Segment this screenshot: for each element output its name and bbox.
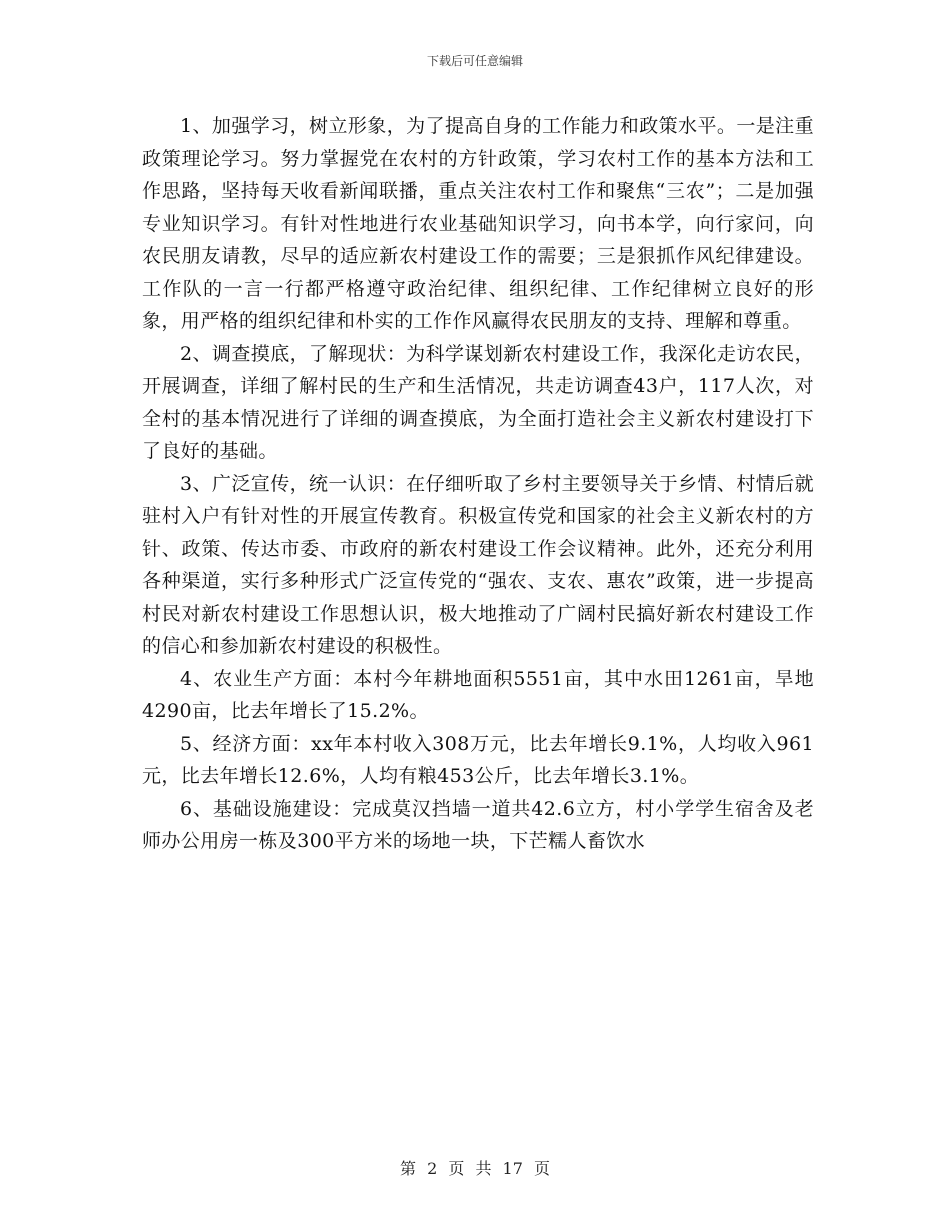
page-number: 第 2 页 共 17 页 (400, 1159, 550, 1178)
document-body (142, 110, 814, 858)
paragraph-agriculture: 4、农业生产方面：本村今年耕地面积5551亩，其中水田1261亩，旱地4290亩，比去年增长了15.2%。 (142, 667, 814, 722)
paragraph-survey: 2、调查摸底，了解现状：为科学谋划新农村建设工作，我深化走访农民，开展调查，详细了解村民的生产和生活情况，共走访调查43户，117人次，对全村的基本情况进行了详细的调查摸底，为全面打造社会主义新农村建设打下了良好的基础。 (142, 342, 814, 462)
paragraph-study: 1、加强学习，树立形象，为了提高自身的工作能力和政策水平。一是注重政策理论学习。努力掌握党在农村的方针政策，学习农村工作的基本方法和工作思路，坚持每天收看新闻联播，重点关注农村工作和聚焦“三农”；二是加强专业知识学习。有针对性地进行农业基础知识学习，向书本学，向行家问，向农民朋友请教，尽早的适应新农村建设工作的需要；三是狠抓作风纪律建设。工作队的一言一行都严格遵守政治纪律、组织纪律、工作纪律树立良好的形象，用严格的组织纪律和朴实的工作作风赢得农民朋友的支持、理解和尊重。 (142, 115, 814, 332)
paragraph-economy: 5、经济方面：xx年本村收入308万元，比去年增长9.1%，人均收入961元，比去年增长12.6%，人均有粮453公斤，比去年增长3.1%。 (142, 732, 814, 787)
paragraph-infrastructure: 6、基础设施建设：完成莫汉挡墙一道共42.6立方，村小学学生宿舍及老师办公用房一栋及300平方米的场地一块，下芒糯人畜饮水 (142, 797, 814, 852)
paragraph-publicity: 3、广泛宣传，统一认识：在仔细听取了乡村主要领导关于乡情、村情后就驻村入户有针对性的开展宣传教育。积极宣传党和国家的社会主义新农村的方针、政策、传达市委、市政府的新农村建设工作会议精神。此外，还充分利用各种渠道，实行多种形式广泛宣传党的“强农、支农、惠农”政策，进一步提高村民对新农村建设工作思想认识，极大地推动了广阔村民搞好新农村建设工作的信心和参加新农村建设的积极性。 (142, 472, 814, 657)
page-header: 下载后可任意编辑 (426, 54, 523, 68)
